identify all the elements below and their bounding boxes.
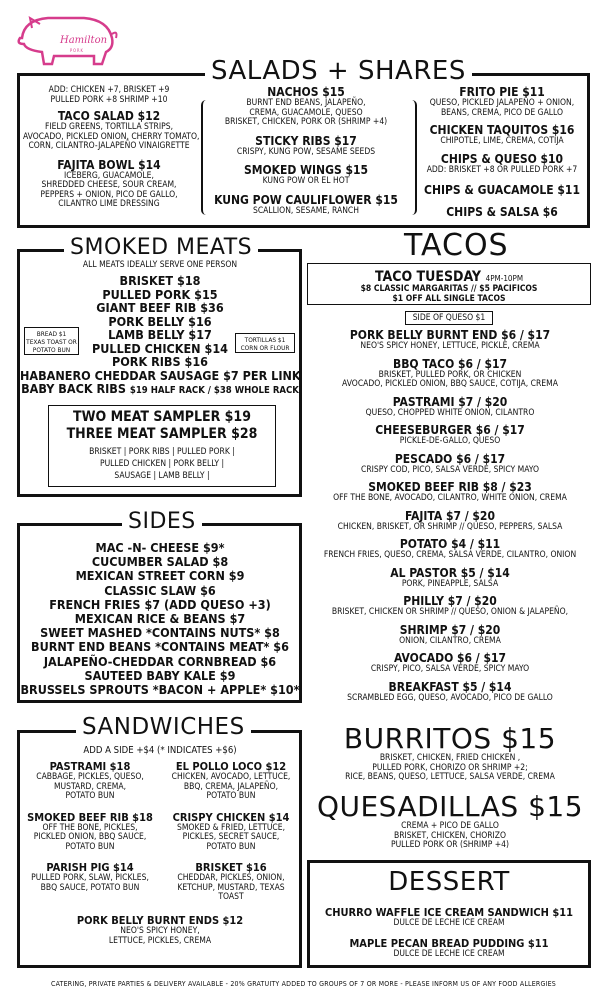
sandwiches-bottom-item — [20, 914, 300, 946]
salads-left-column — [23, 85, 200, 210]
menu-item-name: PORK BELLY $16 — [108, 313, 212, 329]
menu-item-name: BBQ TACO $6 / $17 — [392, 356, 508, 371]
taco-tuesday-line: $8 CLASSIC MARGARITAS // $5 PACIFICOS — [360, 284, 538, 294]
menu-item-name: CHIPS & GUACAMOLE $11 — [424, 183, 580, 197]
logo-subtext: PORK — [70, 48, 84, 53]
menu-item-desc: CRISPY, PICO, SALSA VERDE, SPICY MAYO — [370, 664, 530, 674]
menu-item-desc: PICKLES, SECRET SAUCE, — [182, 832, 280, 842]
menu-item-name: KUNG POW CAULIFLOWER $15 — [214, 192, 398, 207]
menu-item-desc: CHIPOTLE, LIME, CREMA, COTIJA — [440, 136, 564, 146]
menu-item-name: FRENCH FRIES $7 (ADD QUESO +3) — [49, 596, 271, 612]
sampler-options: PULLED CHICKEN | PORK BELLY | — [99, 459, 225, 469]
menu-item-desc: PICKLED ONION, BBQ SAUCE, — [33, 832, 147, 842]
menu-item-desc: PORK, PINEAPPLE, SALSA — [401, 578, 499, 589]
taco-tuesday-box — [307, 263, 591, 305]
tortilla-note-line: CORN OR FLOUR — [240, 344, 290, 352]
menu-item-desc: BBQ, CREMA, JALAPEÑO, — [183, 781, 279, 792]
sides-title: SIDES — [122, 511, 202, 533]
menu-item-name: CHEESEBURGER $6 / $17 — [375, 423, 525, 437]
menu-item-desc: MUSTARD, CREMA, — [53, 781, 127, 792]
menu-item-desc: FRENCH FRIES, QUESO, CREMA, SALSA VERDE, CILANTRO, ONION — [323, 550, 577, 560]
menu-item-desc: BRISKET, CHICKEN OR SHRIMP // QUESO, ONION & JALAPEÑO, — [331, 607, 569, 617]
menu-item-name: HABANERO CHEDDAR SAUSAGE $7 PER LINK — [20, 367, 301, 383]
menu-item-desc: CABBAGE, PICKLES, QUESO, — [36, 772, 144, 782]
menu-item-desc: NEO'S SPICY HONEY, LETTUCE, PICKLE, CREMA — [360, 341, 540, 351]
menu-item-name: BREAKFAST $5 / $14 — [388, 679, 512, 694]
menu-item-desc: RICE, BEANS, QUESO, LETTUCE, SALSA VERDE, CREMA — [345, 772, 555, 782]
menu-item-name: CHICKEN TAQUITOS $16 — [429, 123, 575, 137]
burritos-title: BURRITOS $15 — [305, 724, 595, 754]
menu-item-name: PARISH PIG $14 — [46, 861, 134, 874]
menu-item-name: MAC -N- CHEESE $9* — [95, 540, 225, 555]
menu-item-name: PULLED PORK $15 — [102, 286, 218, 302]
menu-item-desc: CILANTRO LIME DRESSING — [58, 199, 160, 209]
menu-item-desc: KUNG POW OR EL HOT — [262, 176, 350, 186]
menu-item-desc: OFF THE BONE, AVOCADO, CILANTRO, WHITE ONION, CREMA — [333, 493, 567, 503]
menu-item-desc: CHICKEN, AVOCADO, LETTUCE, — [171, 772, 291, 782]
menu-item-desc: BRISKET, CHICKEN, CHORIZO — [393, 830, 507, 841]
bread-note-line: TEXAS TOAST OR — [26, 338, 77, 346]
queso-side-box: SIDE OF QUESO $1 — [405, 311, 493, 325]
menu-item-desc: QUESO, CHOPPED WHITE ONION, CILANTRO — [365, 407, 535, 418]
dessert-title: DESSERT — [310, 867, 588, 897]
salads-title: SALADS + SHARES — [205, 58, 472, 84]
menu-item-name: EL POLLO LOCO $12 — [175, 760, 287, 773]
sandwiches-right-column — [162, 760, 300, 903]
sandwiches-left-column — [20, 760, 160, 893]
menu-item-desc: BBQ SAUCE, POTATO BUN — [40, 882, 140, 893]
menu-item-desc: NEO'S SPICY HONEY, — [120, 926, 200, 936]
menu-item-desc: POTATO BUN — [65, 841, 115, 852]
menu-item-desc: DULCE DE LECHE ICE CREAM — [393, 948, 505, 959]
menu-item-desc: CRISPY, KUNG POW, SESAME SEEDS — [236, 146, 376, 157]
menu-item-desc: BRISKET, PULLED PORK, OR CHICKEN — [378, 369, 522, 380]
menu-item-desc: POTATO BUN — [206, 791, 256, 801]
menu-item-name: PORK RIBS $16 — [112, 354, 208, 369]
menu-item-name: SMOKED BEEF RIB $8 / $23 — [368, 480, 532, 494]
menu-item-desc: BEANS, CREMA, PICO DE GALLO — [440, 107, 564, 118]
menu-item-name: NACHOS $15 — [267, 85, 345, 99]
menu-item-name: SMOKED WINGS $15 — [243, 163, 369, 177]
tacos-list — [305, 329, 595, 703]
menu-item-name: AL PASTOR $5 / $14 — [390, 565, 510, 580]
menu-item-desc: ONION, CILANTRO, CREMA — [399, 635, 501, 646]
menu-item-name: AVOCADO $6 / $17 — [393, 651, 507, 665]
menu-item-desc: CRISPY COD, PICO, SALSA VERDE, SPICY MAYO — [361, 464, 539, 475]
menu-item-name: FAJITA $7 / $20 — [405, 508, 495, 523]
quesadillas-title: QUESADILLAS $15 — [305, 792, 595, 822]
menu-item-name: BRISKET $18 — [119, 273, 201, 288]
menu-item-desc: BURNT END BEANS, JALAPEÑO, — [246, 98, 366, 108]
menu-item-desc: PEPPERS + ONION, PICO DE GALLO, — [40, 189, 178, 200]
sampler-options: SAUSAGE | LAMB BELLY | — [114, 471, 210, 481]
menu-item-name: SWEET MASHED *CONTAINS NUTS* $8 — [40, 625, 280, 641]
menu-item-desc: POTATO BUN — [65, 791, 115, 801]
sides-list — [20, 541, 300, 697]
menu-item-name: SAUTEED BABY KALE $9 — [84, 667, 236, 683]
menu-item-desc: CHEDDAR, PICKLES, ONION, — [177, 873, 285, 883]
menu-item-name: PESCADO $6 / $17 — [394, 451, 506, 466]
menu-item-name: TACO SALAD $12 — [57, 109, 161, 123]
menu-item-name: MEXICAN RICE & BEANS $7 — [74, 611, 246, 627]
dessert-section — [307, 860, 591, 968]
menu-item-name: PORK BELLY BURNT END $6 / $17 — [349, 328, 551, 342]
menu-item-name: GIANT BEEF RIB $36 — [96, 300, 224, 315]
menu-item-desc: BRISKET, CHICKEN, FRIED CHICKEN , — [379, 753, 521, 763]
menu-item-name: CUCUMBER SALAD $8 — [91, 554, 229, 570]
menu-item-desc: PICKLE-DE-GALLO, QUESO — [399, 436, 501, 446]
menu-item-desc: LETTUCE, PICKLES, CREMA — [108, 935, 212, 946]
menu-item-name: BRUSSELS SPROUTS *BACON + APPLE* $10* — [20, 682, 300, 698]
menu-item-name: CHURRO WAFFLE ICE CREAM SANDWICH $11 — [324, 906, 574, 919]
sampler-box — [48, 405, 276, 487]
quesadillas-section — [305, 792, 595, 851]
sandwiches-subtitle: ADD A SIDE +$4 (* INDICATES +$6) — [83, 745, 237, 756]
salads-add-line: ADD: CHICKEN +7, BRISKET +9 — [48, 85, 170, 95]
bread-note-line: BREAD $1 — [36, 330, 67, 338]
tacos-title: TACOS — [398, 231, 515, 261]
salads-middle-column — [212, 86, 400, 216]
taco-tuesday-title: TACO TUESDAY — [374, 269, 482, 285]
salads-add-line: PULLED PORK +8 SHRIMP +10 — [50, 94, 168, 105]
taco-tuesday-heading — [308, 266, 590, 285]
bread-note-line: POTATO BUN — [32, 346, 71, 354]
menu-item-desc: AVOCADO, PICKLED ONION, CHERRY TOMATO, — [23, 131, 200, 142]
menu-item-desc: SMOKED & FRIED, LETTUCE, — [176, 822, 286, 833]
menu-item-name: PORK BELLY BURNT ENDS $12 — [76, 914, 244, 927]
menu-item-name: CRISPY CHICKEN $14 — [172, 810, 290, 824]
sampler-two: TWO MEAT SAMPLER $19 — [73, 409, 251, 425]
menu-item-name — [20, 382, 300, 398]
menu-item-name: MEXICAN STREET CORN $9 — [75, 568, 245, 584]
menu-item-desc: SCRAMBLED EGG, QUESO, AVOCADO, PICO DE GALLO — [347, 692, 553, 703]
menu-item-name: CLASSIC SLAW $6 — [104, 582, 216, 598]
logo-text: Hamilton — [60, 35, 108, 46]
menu-item-name: FRITO PIE $11 — [459, 85, 545, 99]
menu-item-desc: SHREDDED CHEESE, SOUR CREAM, — [41, 180, 177, 190]
menu-item-name: LAMB BELLY $17 — [108, 327, 212, 342]
menu-item-name: CHIPS & QUESO $10 — [440, 151, 564, 166]
sampler-three: THREE MEAT SAMPLER $28 — [66, 426, 258, 442]
logo — [14, 8, 120, 70]
menu-item-desc: TOAST — [218, 892, 244, 902]
menu-item-desc: KETCHUP, MUSTARD, TEXAS — [177, 882, 285, 893]
sampler-options: BRISKET | PORK RIBS | PULLED PORK | — [89, 447, 235, 457]
burritos-section — [305, 724, 595, 783]
menu-item-name: SHRIMP $7 / $20 — [399, 622, 501, 637]
menu-item-desc: DULCE DE LECHE ICE CREAM — [393, 918, 505, 928]
menu-item-desc: CREMA + PICO DE GALLO — [401, 821, 499, 831]
menu-item-desc: QUESO, PICKLED JALAPEÑO + ONION, — [429, 98, 575, 108]
menu-item-desc: CREMA, GUACAMOLE, QUESO — [249, 107, 363, 118]
menu-item-name: PASTRAMI $7 / $20 — [392, 394, 508, 409]
menu-item-desc: POTATO BUN — [206, 841, 256, 852]
menu-item-name: STICKY RIBS $17 — [255, 133, 357, 148]
sandwiches-title: SANDWICHES — [76, 716, 251, 739]
menu-item-desc: ICEBERG, GUACAMOLE, — [64, 170, 154, 181]
menu-item-name: PASTRAMI $18 — [49, 760, 131, 773]
menu-item-desc: CORN, CILANTRO-JALAPEÑO VINAIGRETTE — [28, 141, 190, 151]
menu-item-name: FAJITA BOWL $14 — [57, 157, 161, 172]
menu-item-desc: ADD: BRISKET +8 OR PULLED PORK +7 — [426, 164, 578, 175]
menu-item-name: PULLED CHICKEN $14 — [92, 340, 228, 356]
menu-item-desc: PULLED PORK, CHORIZO OR SHRIMP +2; — [372, 762, 528, 773]
menu-item-desc: BRISKET, CHICKEN, PORK OR (SHRIMP +4) — [224, 117, 388, 127]
salads-right-column — [418, 86, 586, 219]
footer-note: CATERING, PRIVATE PARTIES & DELIVERY AVAILABLE - 20% GRATUITY ADDED TO GROUPS OF 7 OR MORE - PLEASE INFORM US OF ANY FOOD ALLERGIES — [50, 980, 557, 988]
menu-item-name: JALAPEÑO-CHEDDAR CORNBREAD $6 — [43, 653, 277, 669]
menu-item-desc: FIELD GREENS, TORTILLA STRIPS, — [44, 122, 174, 132]
menu-item-desc: PULLED PORK, SLAW, PICKLES, — [31, 873, 149, 883]
menu-item-name: BURNT END BEANS *CONTAINS MEAT* $6 — [31, 639, 289, 655]
brace-divider — [407, 100, 417, 215]
baby-back-name: BABY BACK RIBS — [21, 381, 126, 396]
menu-item-name: POTATO $4 / $11 — [399, 537, 501, 551]
taco-tuesday-line: $1 OFF ALL SINGLE TACOS — [392, 293, 506, 304]
menu-item-name: MAPLE PECAN BREAD PUDDING $11 — [349, 936, 549, 950]
menu-item-name: BRISKET $16 — [195, 861, 267, 874]
menu-item-name: PHILLY $7 / $20 — [403, 594, 497, 608]
meats-list — [20, 274, 300, 398]
menu-item-desc: SCALLION, SESAME, RANCH — [252, 205, 360, 216]
menu-item-name: SMOKED BEEF RIB $18 — [27, 810, 153, 824]
baby-back-price: $19 HALF RACK / $38 WHOLE RACK — [129, 385, 299, 396]
menu-item-desc: PULLED PORK OR (SHRIMP +4) — [390, 840, 510, 850]
meats-subtitle: ALL MEATS IDEALLY SERVE ONE PERSON — [82, 260, 238, 270]
menu-item-desc: OFF THE BONE, PICKLES, — [42, 822, 138, 833]
tortilla-note-line: TORTILLAS $1 — [244, 336, 286, 344]
menu-item-desc: CHICKEN, BRISKET, OR SHRIMP // QUESO, PEPPERS, SALSA — [337, 521, 563, 532]
meats-title: SMOKED MEATS — [64, 237, 258, 259]
brace-divider — [201, 100, 211, 215]
menu-item-name: CHIPS & SALSA $6 — [446, 205, 558, 219]
taco-tuesday-hours: 4PM-10PM — [485, 274, 524, 283]
menu-item-desc: AVOCADO, PICKLED ONION, BBQ SAUCE, COTIJA, CREMA — [342, 379, 558, 389]
